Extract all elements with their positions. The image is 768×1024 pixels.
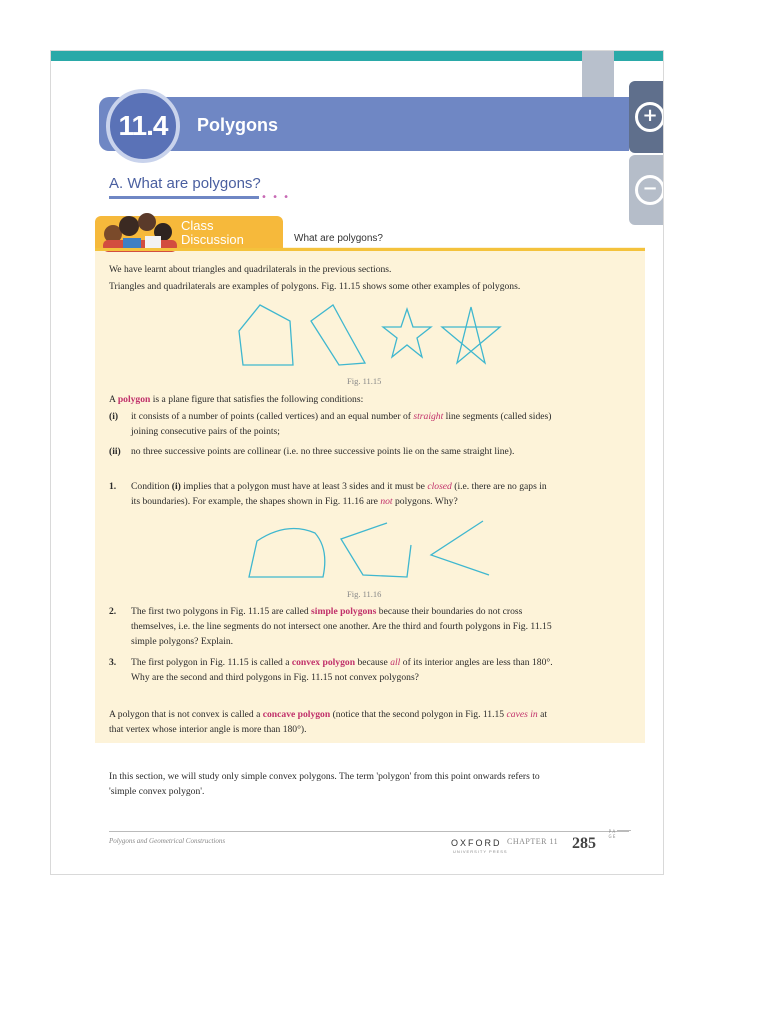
star-shape (383, 309, 431, 357)
discussion-question: What are polygons? (294, 233, 383, 244)
top-accent-strip (51, 51, 663, 61)
section-number-badge: 11.4 (106, 89, 180, 163)
subsection-dots: • • • (261, 192, 291, 203)
condition-2: (ii) no three successive points are collinear (i.e. no three successive points lie on the same straight line). (109, 446, 515, 457)
class-discussion-label (181, 219, 244, 247)
pentagon-shape (239, 305, 293, 365)
open-angle-shape (431, 521, 489, 575)
section-title: Polygons (197, 115, 279, 135)
question-3: 3. The first polygon in Fig. 11.15 is called a convex polygon because all of its interior angles are less than 180°. Why are the second and third polygons in Fig. 11.15 not convex polygons? (109, 657, 553, 683)
figure-11-15 (235, 303, 505, 369)
question-1: 1. Condition (i) implies that a polygon must have at least 3 sides and it must be closed (i.e. there are no gaps in its boundaries). For example, the shapes shown in Fig. 11.16 are not polygons. Why? (109, 481, 547, 507)
concave-definition: A polygon that is not convex is called a concave polygon (notice that the second polygon in Fig. 11.15 caves in at that vertex whose interior angle is more than 180°). (109, 709, 548, 735)
plus-circle-icon: + (635, 102, 664, 132)
publisher-subtitle: UNIVERSITY PRESS (453, 849, 508, 854)
footer-rule (109, 831, 629, 832)
figure-11-16-caption: Fig. 11.16 (347, 589, 382, 599)
minus-circle-icon: − (635, 175, 664, 205)
discussion-header-rule (95, 248, 645, 251)
page-word-vertical: P A G E (608, 829, 616, 839)
page-number-rule (617, 830, 631, 831)
zoom-in-button[interactable] (629, 81, 664, 153)
pentagram-shape (442, 307, 500, 363)
page-number: 285 (572, 835, 596, 852)
subsection-heading: A. What are polygons? (109, 175, 261, 192)
open-quadrilateral-shape (341, 523, 411, 577)
textbook-page (50, 50, 664, 875)
polygon-definition: A polygon is a plane figure that satisfies the following conditions: (109, 394, 364, 405)
figure-11-16 (247, 519, 493, 581)
closing-paragraph: In this section, we will study only simple convex polygons. The term 'polygon' from this point onwards refers to 'simple convex polygon'. (109, 771, 540, 797)
tab-label-line1: Class (181, 218, 214, 233)
tab-label-line2: Discussion (181, 232, 244, 247)
question-2: 2. The first two polygons in Fig. 11.15 are called simple polygons because their boundaries do not cross themselves, i.e. the line segments do not intersect one another. Are the third and fourth polygons in Fig. 11.15 simple polygons? Explain. (109, 606, 552, 647)
intro-line-1: We have learnt about triangles and quadrilaterals in the previous sections. (109, 264, 392, 275)
open-arch-shape (249, 529, 325, 578)
footer-book-title: Polygons and Geometrical Constructions (109, 837, 226, 845)
concave-polygon-shape (311, 305, 365, 365)
intro-line-2: Triangles and quadrilaterals are examples of polygons. Fig. 11.15 shows some other examples of polygons. (109, 281, 521, 292)
subsection-underline (109, 196, 259, 199)
zoom-out-button[interactable] (629, 155, 664, 225)
chapter-label: CHAPTER 11 (507, 837, 559, 846)
condition-1: (i) it consists of a number of points (called vertices) and an equal number of straight line segments (called sides) joining consecutive pairs of the points; (109, 411, 552, 437)
figure-11-15-caption: Fig. 11.15 (347, 376, 382, 386)
students-illustration-icon (101, 208, 179, 252)
publisher-logo: OXFORD (451, 838, 502, 848)
